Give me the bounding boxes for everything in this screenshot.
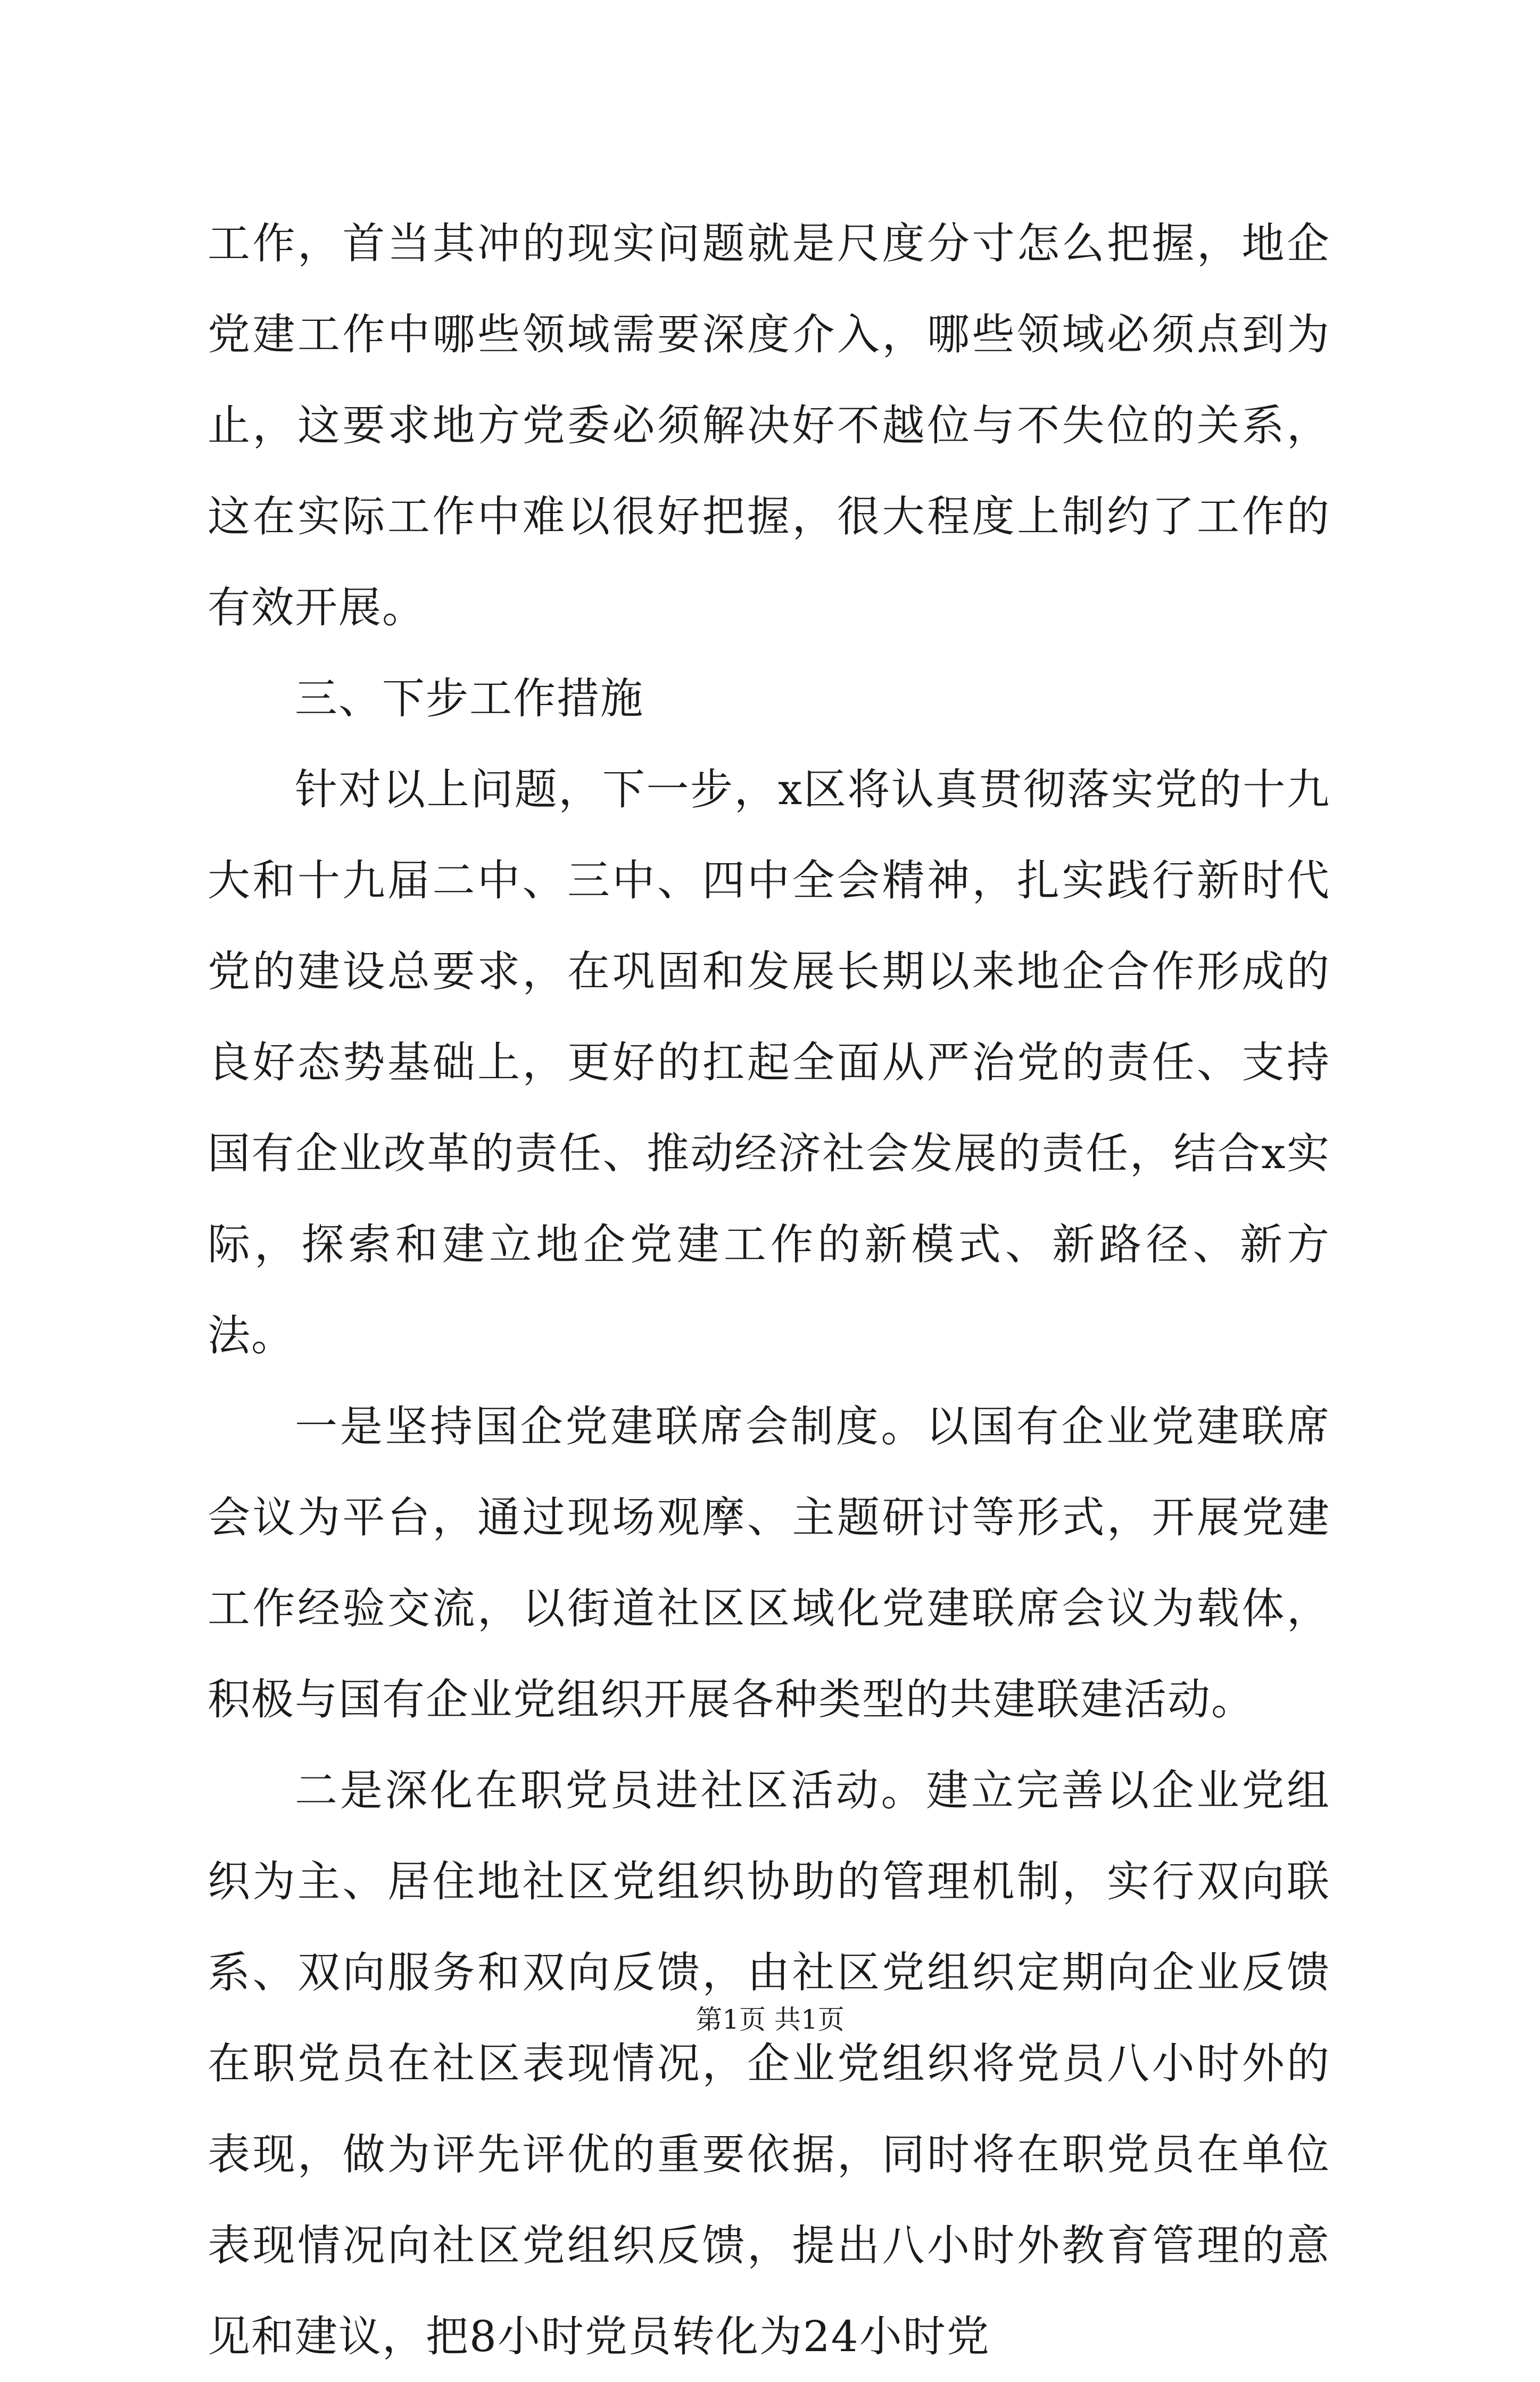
page-footer: 第1页 共1页 [696,2004,844,2035]
paragraph-measure-2: 二是深化在职党员进社区活动。建立完善以企业党组织为主、居住地社区党组织协助的管理机制，实行双向联系、双向服务和双向反馈，由社区党组织定期向企业反馈在职党员在社区表现情况，企业党组织将党员八小时外的表现，做为评先评优的重要依据，同时将在职党员在单位表现情况向社区党组织反馈，提出八小时外教育管理的意见和建议，把8小时党员转化为24小时党 [208,1766,1330,2361]
paragraph-measure-1: 一是坚持国企党建联席会制度。以国有企业党建联席会议为平台，通过现场观摩、主题研讨等形式，开展党建工作经验交流，以街道社区区域化党建联席会议为载体，积极与国有企业党组织开展各种类型的共建联建活动。 [208,1402,1330,1724]
paragraph-intro: 针对以上问题，下一步，x区将认真贯彻落实党的十九大和十九届二中、三中、四中全会精神，扎实践行新时代党的建设总要求，在巩固和发展长期以来地企合作形成的良好态势基础上，更好的扛起全面从严治党的责任、支持国有企业改革的责任、推动经济社会发展的责任，结合x实际，探索和建立地企党建工作的新模式、新路径、新方法。 [208,765,1330,1360]
section-heading: 三、下步工作措施 [295,674,644,723]
document-body [208,198,1330,2382]
paragraph-continuation: 工作，首当其冲的现实问题就是尺度分寸怎么把握，地企党建工作中哪些领域需要深度介入，哪些领域必须点到为止，这要求地方党委必须解决好不越位与不失位的关系，这在实际工作中难以很好把握，很大程度上制约了工作的有效开展。 [208,219,1330,632]
